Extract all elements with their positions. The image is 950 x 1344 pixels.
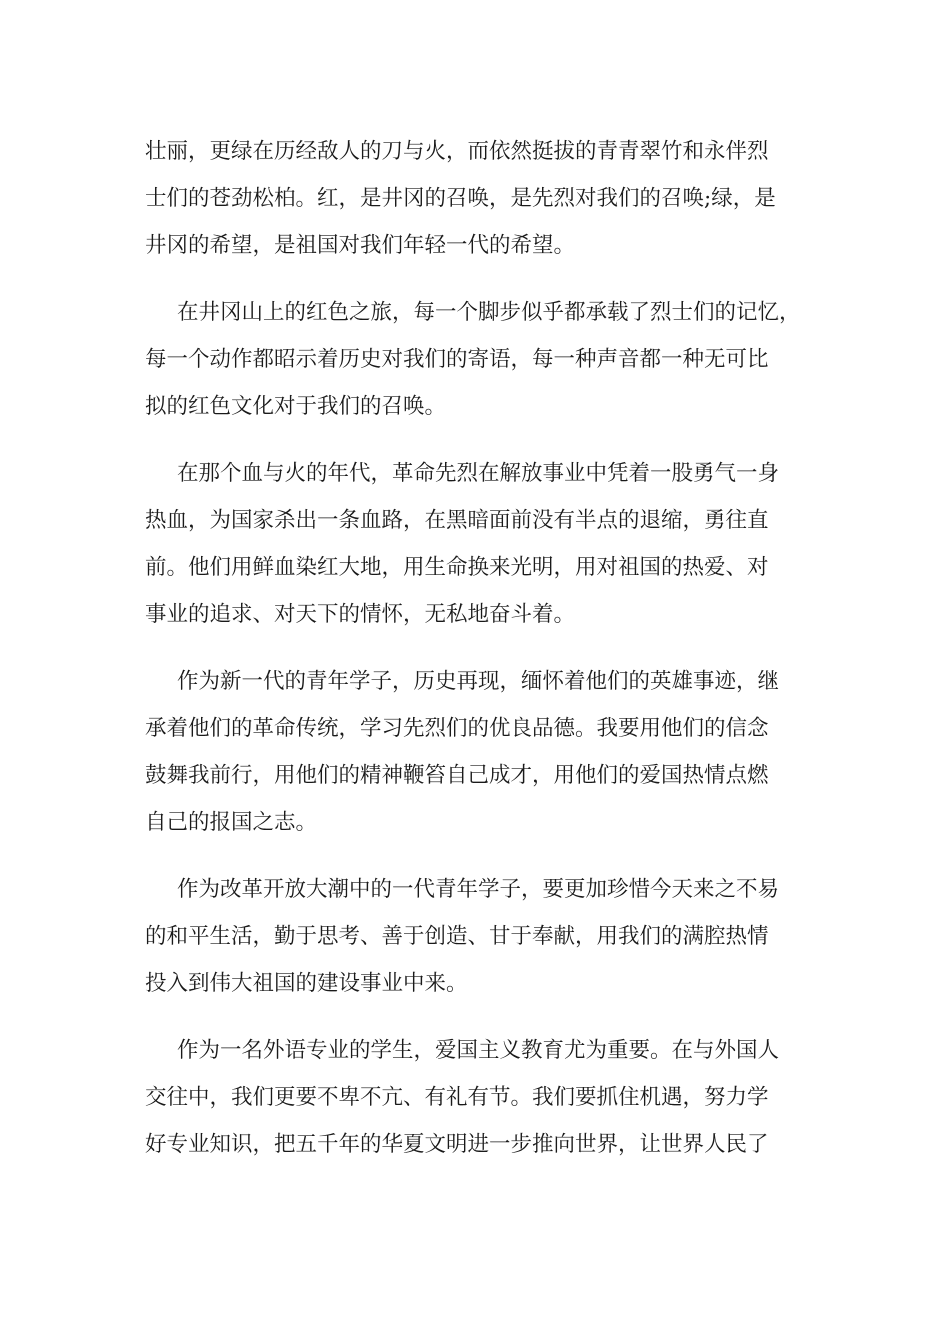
- text-line: 事业的追求、对天下的情怀，无私地奋斗着。: [145, 602, 576, 627]
- paragraph-6: [145, 1027, 825, 1168]
- text-line: 拟的红色文化对于我们的召唤。: [145, 394, 447, 419]
- paragraph-4: [145, 658, 825, 846]
- text-line: 自己的报国之志。: [145, 810, 318, 835]
- text-line: 承着他们的革命传统，学习先烈们的优良品德。我要用他们的信念: [145, 716, 769, 741]
- text-line: 在井冈山上的红色之旅，每一个脚步似乎都承载了烈士们的记忆，: [177, 300, 801, 325]
- text-line: 的和平生活，勤于思考、善于创造、甘于奉献，用我们的满腔热情: [145, 924, 769, 949]
- paragraph-1: [145, 128, 825, 269]
- text-line: 鼓舞我前行，用他们的精神鞭笞自己成才，用他们的爱国热情点燃: [145, 763, 769, 788]
- text-line: 在那个血与火的年代，革命先烈在解放事业中凭着一股勇气一身: [177, 461, 780, 486]
- document-body: [145, 128, 825, 1188]
- text-line: 作为新一代的青年学子，历史再现，缅怀着他们的英雄事迹，继: [177, 669, 780, 694]
- text-line: 士们的苍劲松柏。红，是井冈的召唤，是先烈对我们的召唤;绿，是: [145, 186, 776, 211]
- text-line: 热血，为国家杀出一条血路，在黑暗面前没有半点的退缩，勇往直: [145, 508, 769, 533]
- text-line: 投入到伟大祖国的建设事业中来。: [145, 971, 468, 996]
- text-line: 井冈的希望，是祖国对我们年轻一代的希望。: [145, 233, 576, 258]
- paragraph-2: [145, 289, 825, 430]
- text-line: 壮丽，更绿在历经敌人的刀与火，而依然挺拔的青青翠竹和永伴烈: [145, 139, 769, 164]
- text-line: 前。他们用鲜血染红大地，用生命换来光明，用对祖国的热爱、对: [145, 555, 769, 580]
- text-line: 好专业知识，把五千年的华夏文明进一步推向世界，让世界人民了: [145, 1132, 769, 1157]
- text-line: 作为一名外语专业的学生，爱国主义教育尤为重要。在与外国人: [177, 1038, 780, 1063]
- paragraph-5: [145, 866, 825, 1007]
- paragraph-3: [145, 450, 825, 638]
- text-line: 作为改革开放大潮中的一代青年学子，要更加珍惜今天来之不易: [177, 877, 780, 902]
- text-line: 交往中，我们更要不卑不亢、有礼有节。我们要抓住机遇，努力学: [145, 1085, 769, 1110]
- text-line: 每一个动作都昭示着历史对我们的寄语，每一种声音都一种无可比: [145, 347, 769, 372]
